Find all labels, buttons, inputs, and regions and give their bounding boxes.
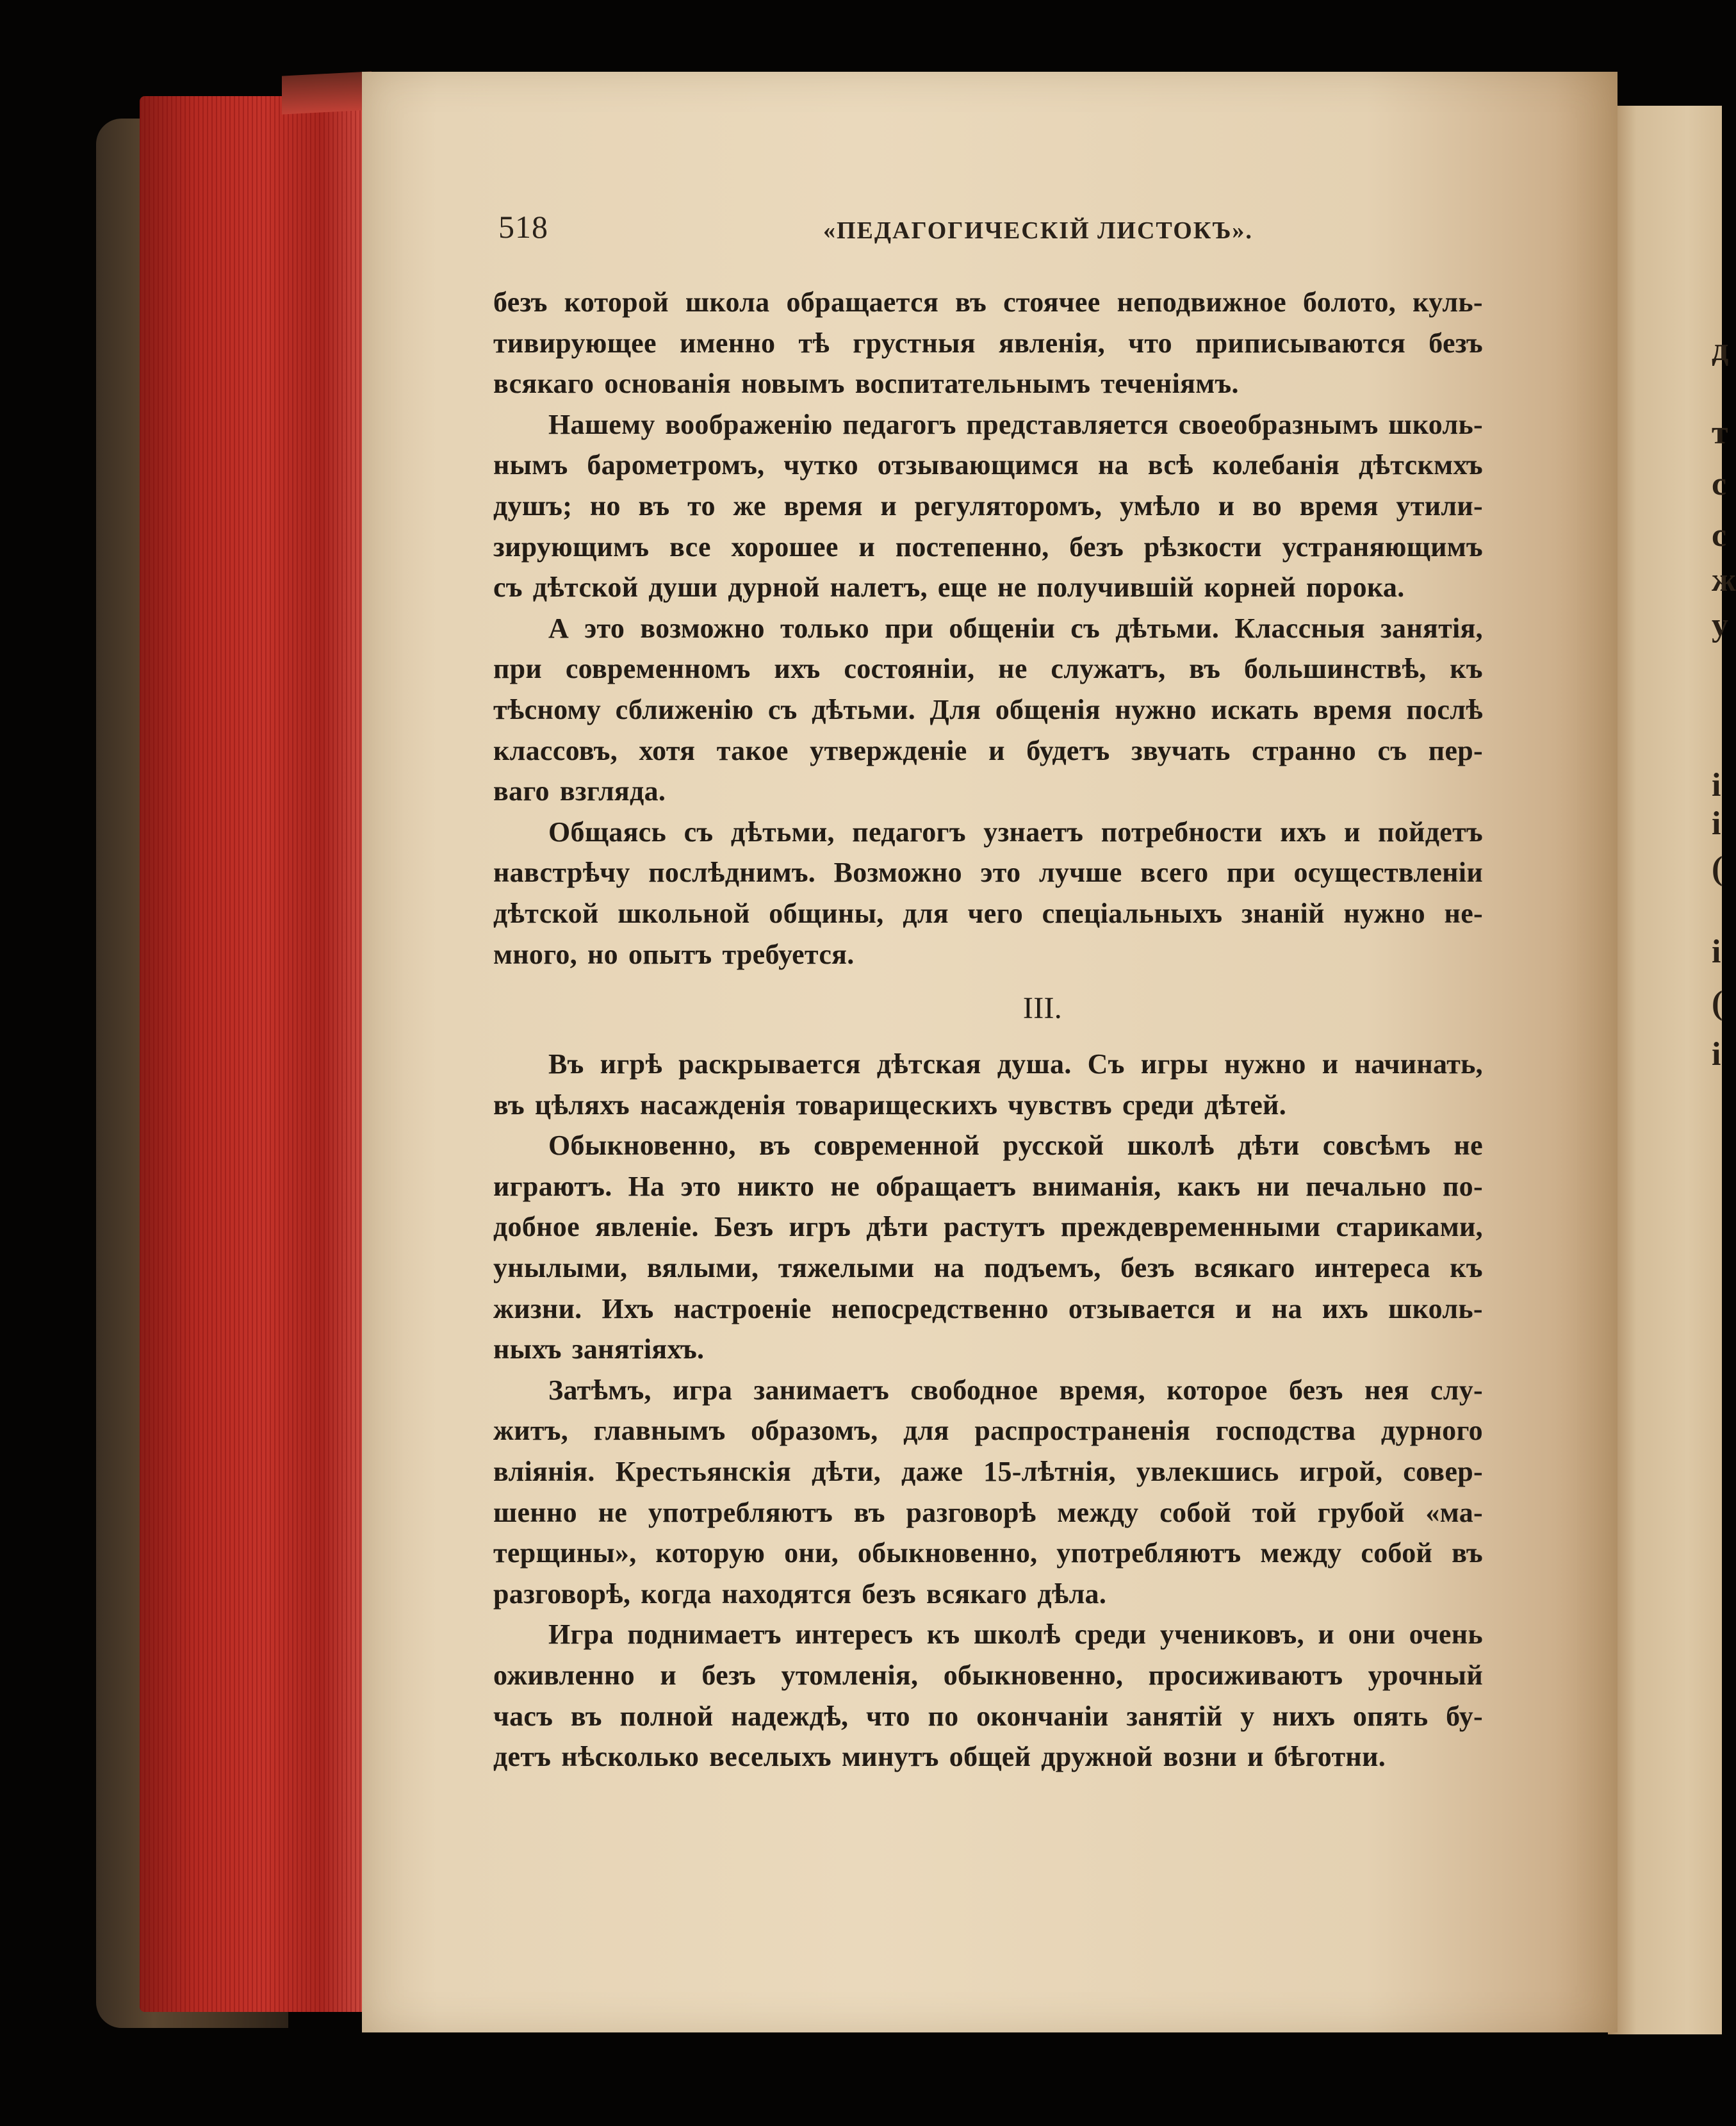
text-line: вліянія. Крестьянскія дѣти, даже 15-лѣтнія, увлекшись игрой, совер- <box>493 1456 1483 1488</box>
opposite-page-glyph: ( <box>1712 850 1723 887</box>
text-line: ваго взгляда. <box>493 775 666 807</box>
page-number: 518 <box>498 209 548 245</box>
text-line: А это возможно только при общеніи съ дѣтьми. Классныя занятія, <box>548 612 1483 644</box>
text-line: душъ; но въ то же время и регуляторомъ, умѣло и во время утили- <box>493 490 1483 522</box>
text-line: Затѣмъ, игра занимаетъ свободное время, которое безъ нея слу- <box>548 1374 1483 1406</box>
text-line: унылыми, вялыми, тяжелыми на подъемъ, безъ всякаго интереса къ <box>493 1252 1483 1284</box>
text-line: терщины», которую они, обыкновенно, употребляютъ между собой въ <box>493 1537 1483 1569</box>
text-line: Въ игрѣ раскрывается дѣтская душа. Съ игры нужно и начинать, <box>548 1048 1483 1080</box>
text-line: тивирующее именно тѣ грустныя явленія, что приписываются безъ <box>493 327 1483 359</box>
text-line: при современномъ ихъ состояніи, не служатъ, въ большинствѣ, къ <box>493 653 1483 685</box>
red-page-edges <box>140 96 367 2012</box>
text-line: зирующимъ все хорошее и постепенно, безъ рѣзкости устраняющимъ <box>493 531 1483 563</box>
text-line: тѣсному сближенію съ дѣтьми. Для общенія нужно искать время послѣ <box>493 693 1483 725</box>
opposite-page-glyph: с <box>1712 517 1727 554</box>
text-line: въ цѣляхъ насажденія товарищескихъ чувствъ среди дѣтей. <box>493 1089 1287 1121</box>
running-head: «ПЕДАГОГИЧЕСКІЙ ЛИСТОКЪ». <box>823 217 1253 244</box>
opposite-page-glyph: т <box>1712 415 1728 451</box>
text-line: детъ нѣсколько веселыхъ минутъ общей дружной возни и бѣготни. <box>493 1741 1386 1773</box>
opposite-page-glyph: с <box>1712 466 1727 502</box>
page-body-text <box>493 282 1483 1777</box>
text-line: классовъ, хотя такое утвержденіе и будетъ звучать странно съ пер- <box>493 734 1483 766</box>
text-line: оживленно и безъ утомленія, обыкновенно, просиживаютъ урочный <box>493 1660 1483 1691</box>
opposite-page-glyph: і <box>1712 934 1721 970</box>
text-line: Игра поднимаетъ интересъ къ школѣ среди учениковъ, и они очень <box>548 1619 1483 1651</box>
text-line: съ дѣтской души дурной налетъ, еще не получившій корней порока. <box>493 572 1405 604</box>
text-line: жизни. Ихъ настроеніе непосредственно отзывается и на ихъ школь- <box>493 1292 1483 1324</box>
text-line: играютъ. На это никто не обращаетъ вниманія, какъ ни печально по- <box>493 1170 1483 1202</box>
opposite-page-glyph: ж <box>1712 562 1736 598</box>
text-line: часъ въ полной надеждѣ, что по окончаніи занятій у нихъ опять бу- <box>493 1700 1483 1732</box>
opposite-page-glyph: д <box>1712 331 1729 368</box>
opposite-page-glyph: і <box>1712 805 1721 842</box>
section-title: III. <box>1022 991 1063 1026</box>
text-line: Общаясь съ дѣтьми, педагогъ узнаетъ потребности ихъ и пойдетъ <box>548 816 1483 848</box>
text-line: дѣтской школьной общины, для чего спеціальныхъ знаній нужно не- <box>493 897 1483 929</box>
text-line: нымъ барометромъ, чутко отзывающимся на всѣ колебанія дѣтскмхъ <box>493 449 1483 481</box>
opposite-page-glyph: у <box>1712 607 1728 643</box>
opposite-page-glyph: і <box>1712 1036 1721 1073</box>
text-line: Нашему воображенію педагогъ представляется своеобразнымъ школь- <box>548 408 1483 440</box>
text-line: Обыкновенно, въ современной русской школѣ дѣти совсѣмъ не <box>548 1130 1483 1162</box>
text-line: навстрѣчу послѣднимъ. Возможно это лучше всего при осуществленіи <box>493 857 1483 889</box>
text-line: житъ, главнымъ образомъ, для распространенія господства дурного <box>493 1415 1483 1447</box>
text-line: разговорѣ, когда находятся безъ всякаго дѣла. <box>493 1578 1107 1610</box>
text-line: всякаго основанія новымъ воспитательнымъ теченіямъ. <box>493 368 1239 400</box>
text-line: добное явленіе. Безъ игръ дѣти растутъ преждевременными стариками, <box>493 1211 1483 1243</box>
text-line: много, но опытъ требуется. <box>493 938 855 970</box>
text-line: ныхъ занятіяхъ. <box>493 1333 705 1365</box>
page-edges-top <box>282 71 372 114</box>
text-line: шенно не употребляютъ въ разговорѣ между собой той грубой «ма- <box>493 1496 1483 1528</box>
text-line: безъ которой школа обращается въ стоячее неподвижное болото, куль- <box>493 286 1483 318</box>
opposite-page <box>1608 106 1722 2034</box>
opposite-page-glyph: і <box>1712 767 1721 803</box>
opposite-page-glyph: ( <box>1712 985 1723 1021</box>
